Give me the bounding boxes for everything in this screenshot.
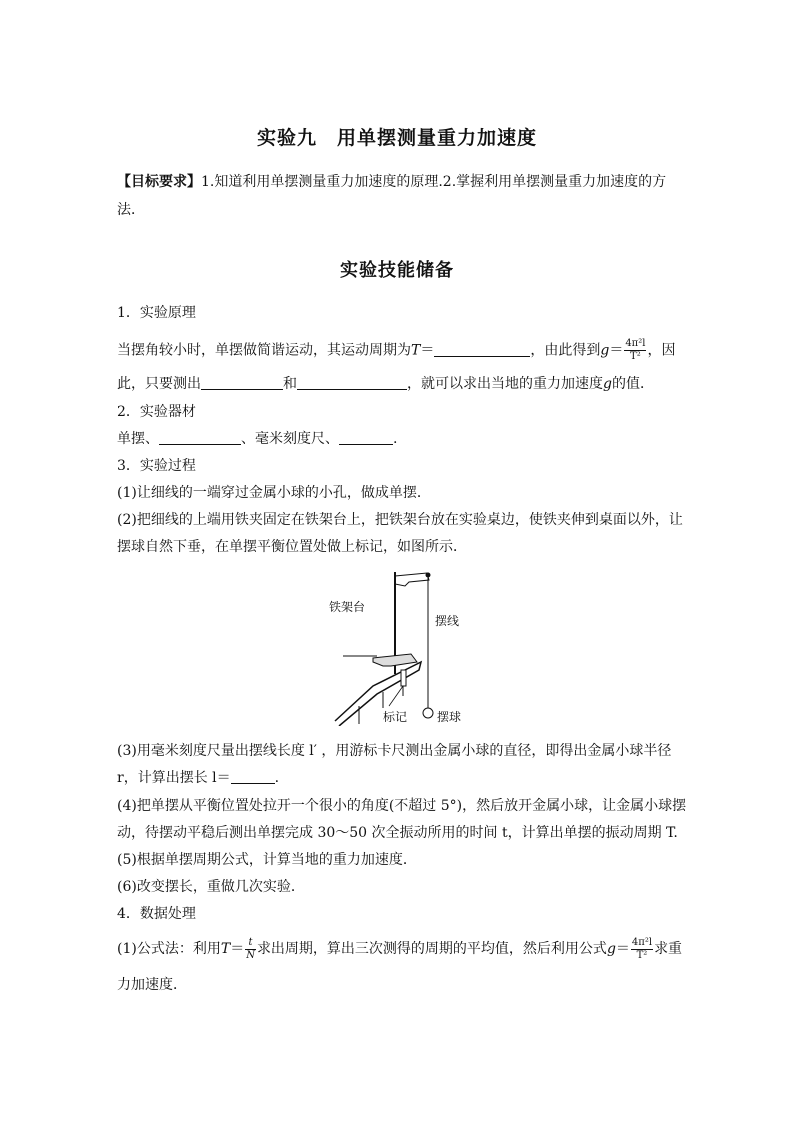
principle-text-g: 的值．: [611, 376, 654, 392]
period-symbol: T: [411, 342, 421, 359]
label-stand: 铁架台: [329, 600, 366, 614]
measure-blank-2[interactable]: [297, 375, 407, 390]
process-step-2-line-1: (2)把细线的上端用铁夹固定在铁架台上，把铁架台放在实验桌边，使铁夹伸到桌面以外，让: [117, 512, 683, 528]
gravity-fraction-numerator: 4π²l: [631, 936, 653, 948]
principle-line-2: [117, 374, 654, 394]
process-step-6: (6)改变摆长，重做几次实验．: [117, 879, 305, 895]
iron-clamp: [395, 573, 429, 586]
pendulum-ball: [423, 708, 433, 718]
equals-sign: ＝: [420, 342, 435, 359]
gravity-symbol: g: [600, 342, 610, 359]
principle-heading: 1．实验原理: [117, 305, 196, 321]
stand-base: [373, 654, 417, 666]
data-processing-heading: 4．数据处理: [117, 906, 196, 922]
process-step-5: (5)根据单摆周期公式，计算当地的重力加速度．: [117, 852, 417, 868]
equipment-text-c: .: [393, 431, 398, 447]
dp-text-c: 求重: [654, 941, 683, 957]
process-step-4-line-1: (4)把单摆从平衡位置处拉开一个很小的角度(不超过 5°)，然后放开金属小球，让金属小球摆: [117, 798, 687, 814]
dp-equals-1: ＝: [230, 941, 245, 957]
data-processing-line-1: [117, 936, 682, 962]
process-step-3-line-1: (3)用毫米刻度尺量出摆线长度 l′ ，用游标卡尺测出金属小球的直径，即得出金属小球半径: [117, 743, 672, 759]
principle-line-1: 当摆角较小时，单摆做简谐运动，其运动周期为T＝ ，由此得到g＝ $\frac{\text{4π²l}}{\text{T²}}$ ，因: [117, 338, 676, 362]
principle-text-c: ，因: [647, 342, 676, 359]
equipment-heading: 2．实验器材: [117, 404, 196, 420]
principle-text-f: ，就可以求出当地的重力加速度: [407, 376, 603, 392]
pendulum-figure: [325, 566, 475, 726]
step3-text-b: .: [274, 770, 280, 786]
gravity-symbol-2: g: [603, 376, 612, 392]
process-step-2-line-2: 摆球自然下垂，在单摆平衡位置处做上标记，如图所示．: [117, 539, 467, 555]
principle-text-e: 和: [283, 376, 297, 392]
objectives-label: 【目标要求】: [117, 174, 201, 190]
measure-blank-1[interactable]: [201, 375, 283, 390]
period-fraction-denominator: N: [246, 949, 255, 961]
equipment-blank-2[interactable]: [339, 430, 393, 445]
label-mark: 标记: [383, 710, 408, 724]
process-step-1: (1)让细线的一端穿过金属小球的小孔，做成单摆．: [117, 485, 431, 501]
dp-period-symbol: T: [220, 941, 231, 957]
period-fraction: [245, 937, 256, 962]
fraction-denominator: T²: [630, 351, 641, 362]
clamp-pivot: [426, 573, 431, 578]
equipment-text-b: 、毫米刻度尺、: [241, 431, 339, 447]
equipment-text-a: 单摆、: [117, 431, 159, 447]
section-title: 实验技能储备: [340, 260, 454, 281]
principle-text-d: 此，只要测出: [117, 376, 201, 392]
step3-text-a: r，计算出摆长 l＝: [117, 770, 231, 786]
pendulum-diagram: [325, 566, 475, 726]
data-processing-line-2: 力加速度．: [117, 977, 187, 993]
table-edge: [335, 662, 421, 726]
page-title: 实验九 用单摆测量重力加速度: [256, 127, 537, 149]
objectives-text-1: 1.知道利用单摆测量重力加速度的原理.2.掌握利用单摆测量重力加速度的方: [201, 174, 667, 190]
process-step-4-line-2: 动，待摆动平稳后测出单摆完成 30～50 次全振动所用的时间 t，计算出单摆的振动周期 T.: [117, 825, 678, 841]
process-step-3-line-2: [117, 768, 279, 788]
label-ball: 摆球: [437, 710, 462, 724]
dp-gravity-symbol: g: [606, 941, 616, 957]
principle-text-a: 当摆角较小时，单摆做简谐运动，其运动周期为: [117, 342, 411, 359]
dp-equals-2: ＝: [615, 941, 630, 957]
period-fraction-numerator: t: [245, 937, 256, 950]
pendulum-length-blank[interactable]: [231, 769, 275, 784]
gravity-fraction-denominator: T²: [636, 949, 648, 961]
gravity-fraction: [631, 937, 653, 962]
fraction-numerator: 4π²l: [625, 338, 646, 349]
label-string: 摆线: [435, 614, 460, 628]
process-heading: 3．实验过程: [117, 458, 196, 474]
gravity-formula-fraction: [624, 338, 646, 363]
equipment-line: [117, 429, 397, 449]
equilibrium-mark: [401, 670, 406, 686]
objectives-line-1: [117, 172, 666, 192]
mark-leader: [389, 686, 403, 706]
dp-text-b: 求出周期，算出三次测得的周期的平均值，然后利用公式: [256, 941, 607, 957]
principle-text-b: ，由此得到: [530, 342, 601, 359]
equipment-blank-1[interactable]: [159, 430, 241, 445]
dp-text-a: (1)公式法：利用: [117, 941, 221, 957]
objectives-line-2: 法．: [117, 202, 145, 218]
period-formula-blank[interactable]: [434, 342, 530, 357]
